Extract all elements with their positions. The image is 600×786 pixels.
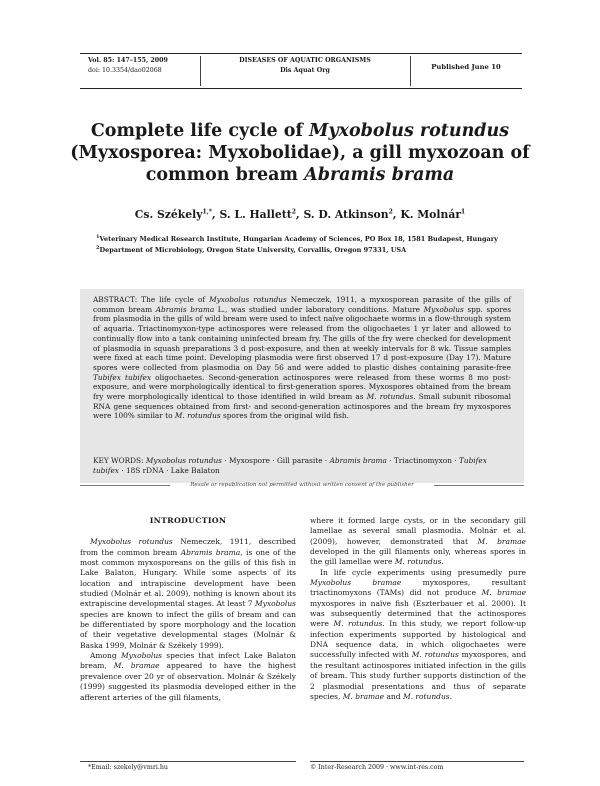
keywords-label: KEY WORDS:: [93, 456, 144, 465]
paragraph: [80, 537, 296, 651]
abstract-text: The life cycle of: [137, 295, 210, 304]
footer-rule: [310, 761, 524, 762]
header-divider: [410, 56, 411, 86]
journal-name: DISEASES OF AQUATIC ORGANISMS: [239, 57, 371, 64]
author-list: [60, 208, 540, 221]
text: , is one of the most common myxosporeans on the gills of this fish in Lake Balaton, Hungary. While some aspects of its location and intrapiscine development have been studied (Molnár et al. 2009), nothing is known about its extrapiscine developmental stages. At least 7: [80, 547, 296, 609]
affiliation-number: 2: [96, 244, 100, 251]
affiliation-number: 1: [96, 234, 100, 240]
text: where it formed large cysts, or in the secondary gill lamellae as several small plasmodia. Molnár et al. (2009), however, demonstrated that: [310, 516, 526, 546]
footer-rule: [80, 761, 296, 762]
author: , S. L. Hallett: [211, 208, 292, 221]
species: Abramis brama: [180, 547, 241, 557]
text: myxospores in naïve fish (Eszterbauer et al. 2000). It was subsequently determined that the actinospores were: [310, 598, 526, 629]
text: myxospores, and the resultant actinospores initiated infection in the gills of bream. This study further supports distinction of the 2 plasmodial presentations and thus of separate species,: [310, 650, 526, 701]
species: M. bramae: [481, 588, 527, 598]
species: M. bramae: [342, 691, 385, 701]
abstract-text: Nemeczek, 1911, a myxosporean parasite of the gills of common bream: [93, 295, 512, 314]
author-superscript: 2: [388, 208, 393, 216]
affiliations: [96, 233, 536, 254]
author-superscript: 1: [461, 208, 466, 216]
text: .: [441, 557, 444, 567]
affiliation: Department of Microbiology, Oregon State University, Corvallis, Oregon 97331, USA: [99, 245, 407, 254]
species: M. rotundus: [411, 650, 459, 660]
abstract-text: spp. spores from plasmodia in the gills of wild bream were used to infect naïve oligochaete worms in a flow-through system of aquaria. Triactinomyxon-type actinospores were released from the oligochaetes 1 yr later and allowed to continually flow into a tank containing uninfected bream fry. The gills of the fry were checked for development of plasmodia in squash preparations 3 d post-exposure, and then at weekly intervals for 8 wk. Tissue samples were fixed at each time point. Developing plasmodia were first observed 17 d post-exposure (Day 17). Mature spores were collected from plasmodia on Day 56 and were added to plastic dishes containing parasite-free: [93, 304, 511, 372]
species: Myxobolus: [120, 651, 163, 661]
affiliation: Veterinary Medical Research Institute, Hungarian Academy of Sciences, PO Box 18, 1581 Budapest, Hungary: [99, 235, 498, 244]
header-divider: [200, 56, 201, 86]
copyright: © Inter-Research 2009 · www.int-res.com: [310, 764, 444, 771]
keyword: · Triactinomyxon ·: [386, 456, 459, 465]
body-column-right: [310, 516, 526, 702]
keyword: Myxobolus rotundus: [145, 456, 222, 465]
journal-abbreviation: Dis Aquat Org: [280, 67, 330, 74]
text: Among: [90, 651, 121, 661]
page-title: [60, 120, 540, 186]
text: Nemeczek, 1911, described from the common bream: [80, 537, 296, 557]
text: and: [384, 691, 403, 701]
text: .: [449, 691, 453, 701]
body-column-left: [80, 516, 296, 703]
author-superscript: 1,*: [202, 208, 212, 216]
abstract-text: spores from the original wild fish.: [220, 411, 349, 421]
doi: doi: 10.3354/dao02068: [88, 67, 162, 74]
paragraph: [310, 568, 526, 702]
text: species are known to infect the gills of bream and can be differentiated by spore morphology and the location of their vegetative developmental stages (Molnár & Baska 1999, Molnár & Székely 1999).: [80, 609, 296, 650]
abstract-species: Tubifex tubifex: [93, 372, 151, 382]
keyword: Abramis brama: [329, 456, 387, 465]
title-species: Myxobolus rotundus: [309, 121, 510, 141]
abstract-species: Myxobolus rotundus: [209, 295, 287, 304]
abstract-species: M. rotundus: [174, 411, 221, 421]
text: In life cycle experiments using presumedly pure: [320, 567, 526, 577]
abstract-species: Myxobolus: [423, 304, 464, 314]
keyword: · Myxospore · Gill parasite ·: [221, 456, 330, 465]
title-text: Complete life cycle of: [90, 121, 310, 141]
keyword: · 18S rDNA · Lake Balaton: [118, 465, 220, 475]
header-rule-bottom: [80, 88, 522, 89]
species: M. rotundus: [402, 691, 450, 701]
abstract-text: oligochaetes. Second-generation actinospores were released from these worms 8 mo post-exposure, and were morphologically identical to first-generation spores. Myxospores obtained from the bream fry were morphologically identical to those identified in wild bream as: [93, 372, 512, 402]
species: M. rotundus: [333, 619, 383, 629]
species: M. bramae: [113, 661, 160, 671]
abstract-text: L., was studied under laboratory conditions. Mature: [214, 304, 424, 314]
title-species: Abramis brama: [304, 165, 455, 185]
paragraph: [80, 651, 296, 703]
published-date: Published June 10: [431, 63, 501, 71]
header-rule-top: [80, 53, 522, 54]
corresponding-email: *Email: szekely@vmri.hu: [88, 764, 168, 771]
text: appeared to have the highest prevalence over 20 yr of observation. Molnár & Székely (1999) suggested its plasmodia developed either in the afferent arteries of the gill filaments,: [80, 661, 296, 702]
paragraph: [310, 516, 526, 568]
volume-info: Vol. 85: 147–155, 2009: [88, 57, 168, 64]
text: species that infect Lake Balaton bream,: [80, 651, 296, 671]
author: , S. D. Atkinson: [295, 208, 389, 221]
abstract-label: ABSTRACT:: [93, 295, 138, 304]
author: Cs. Székely: [134, 208, 203, 221]
abstract-species: Abramis brama: [155, 304, 215, 314]
species: M. bramae: [477, 536, 526, 546]
keywords: [93, 456, 511, 475]
author-superscript: 2: [291, 208, 296, 216]
abstract-text: . Small subunit ribosomal RNA gene sequences obtained from first- and second-generation actinospores and the bream fry myxospores were 100% similar to: [93, 392, 512, 421]
section-heading: INTRODUCTION: [149, 516, 227, 525]
species: M. rotundus: [394, 557, 442, 567]
text: developed in the gill filaments only, whereas spores in the gill lamellae were: [310, 547, 526, 567]
resale-notice: Resale or republication not permitted without written consent of the publisher: [190, 482, 414, 488]
keyword: Tubifex tubifex: [93, 456, 487, 475]
abstract-species: M. rotundus: [366, 392, 414, 402]
text: myxospores, resultant triactinomyxons (TAMs) did not produce: [310, 578, 526, 598]
title-text: (Myxosporea: Myxobolidae), a gill myxozoan of: [70, 143, 530, 163]
species: Myxobolus bramae: [310, 578, 402, 588]
abstract: [93, 295, 511, 421]
text: . In this study, we report follow-up infection experiments supported by histological and DNA sequence data, in which oligochaetes were successfully infected with: [310, 619, 526, 660]
species: Myxobolus: [254, 599, 296, 609]
journal-name-block: [205, 56, 405, 84]
title-text: common bream: [145, 165, 305, 185]
header-citation: [88, 56, 198, 84]
author: , K. Molnár: [392, 208, 462, 221]
species: Myxobolus rotundus: [90, 537, 173, 547]
